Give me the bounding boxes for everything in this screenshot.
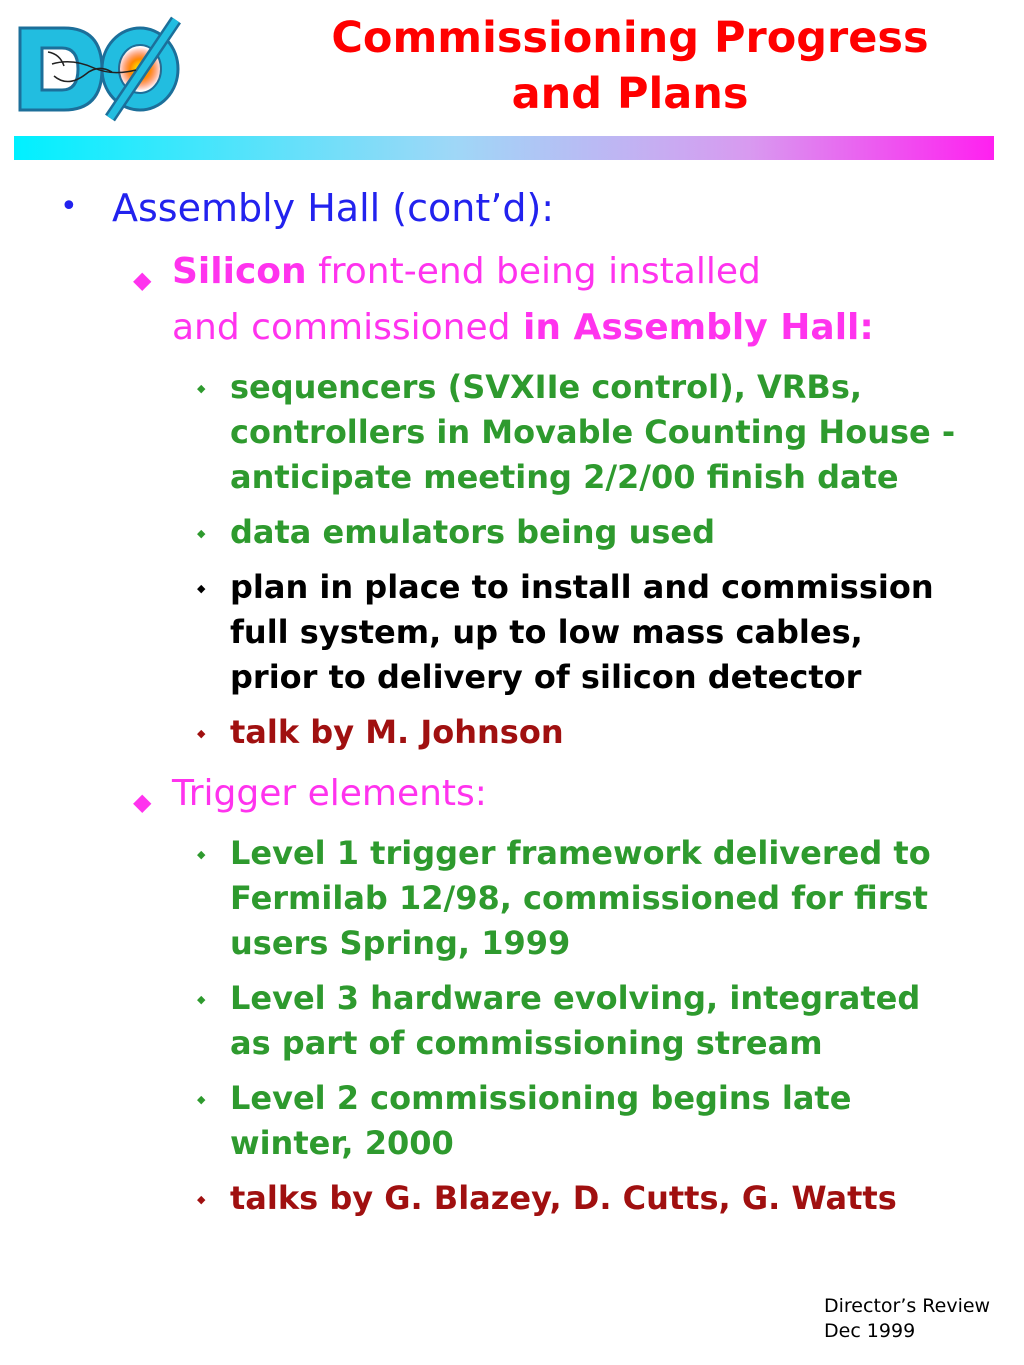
section-silicon-title — [172, 244, 874, 356]
silicon-word: Silicon — [172, 251, 307, 292]
item-line: Fermilab 12/98, commissioned for first — [230, 879, 928, 917]
list-item-sequencers — [230, 365, 955, 500]
section-trigger-title: Trigger elements: — [172, 773, 487, 814]
item-line: winter, 2000 — [230, 1124, 454, 1162]
list-item-level2 — [230, 1076, 851, 1166]
small-diamond-icon: ◆ — [197, 993, 206, 1006]
silicon-title-rest: front-end being installed — [306, 251, 761, 292]
slide-footer — [824, 1294, 1020, 1344]
diamond-bullet-icon: ◆ — [133, 266, 152, 294]
item-line: as part of commissioning stream — [230, 1024, 823, 1062]
item-line: talk by M. Johnson — [230, 713, 564, 751]
list-item-talk-johnson — [230, 710, 564, 755]
item-line: Level 3 hardware evolving, integrated — [230, 979, 921, 1017]
list-item-plan — [230, 565, 934, 700]
small-diamond-icon: ◆ — [197, 1093, 206, 1106]
small-diamond-icon: ◆ — [197, 848, 206, 861]
title-line-1: Commissioning Progress — [331, 13, 929, 63]
item-line: users Spring, 1999 — [230, 924, 571, 962]
list-item-level1 — [230, 831, 931, 966]
item-line: Level 1 trigger framework delivered to — [230, 834, 931, 872]
footer-line-1: Director’s Review — [824, 1295, 991, 1317]
item-line: sequencers (SVXIIe control), VRBs, — [230, 368, 863, 406]
title-gradient-rule — [14, 136, 994, 160]
item-line: data emulators being used — [230, 513, 716, 551]
heading-assembly-hall: Assembly Hall (cont’d): — [112, 186, 555, 230]
list-item-emulators — [230, 510, 715, 555]
item-line: Level 2 commissioning begins late — [230, 1079, 852, 1117]
title-line-2: and Plans — [511, 69, 749, 119]
item-line: anticipate meeting 2/2/00 finish date — [230, 458, 899, 496]
footer-line-2: Dec 1999 — [824, 1320, 916, 1342]
silicon-title-line2: and commissioned — [172, 307, 511, 348]
diamond-bullet-icon: ◆ — [133, 788, 152, 816]
small-diamond-icon: ◆ — [197, 582, 206, 595]
small-diamond-icon: ◆ — [197, 527, 206, 540]
list-item-level3 — [230, 976, 920, 1066]
small-diamond-icon: ◆ — [197, 727, 206, 740]
item-line: controllers in Movable Counting House - — [230, 413, 956, 451]
item-line: talks by G. Blazey, D. Cutts, G. Watts — [230, 1179, 897, 1217]
small-diamond-icon: ◆ — [197, 1193, 206, 1206]
dzero-logo — [12, 14, 192, 124]
item-line: full system, up to low mass cables, — [230, 613, 863, 651]
slide-title — [300, 10, 960, 122]
item-line: plan in place to install and commission — [230, 568, 934, 606]
dot-bullet-icon: • — [60, 189, 78, 224]
silicon-title-location: in Assembly Hall: — [510, 307, 874, 348]
list-item-talks-trigger — [230, 1176, 897, 1221]
item-line: prior to delivery of silicon detector — [230, 658, 862, 696]
small-diamond-icon: ◆ — [197, 382, 206, 395]
